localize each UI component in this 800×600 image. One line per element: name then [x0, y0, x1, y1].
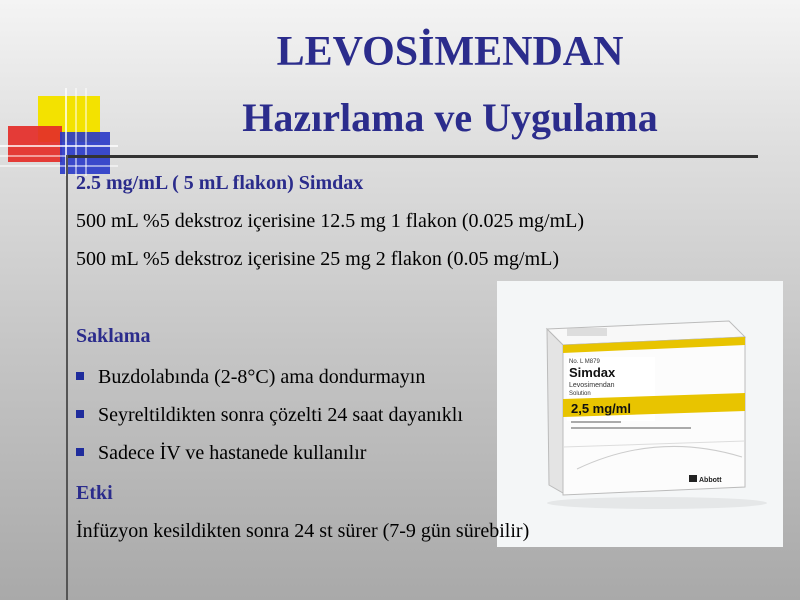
slide-title: LEVOSİMENDAN — [276, 29, 624, 75]
storage-bullet-2 — [76, 404, 463, 427]
red-square — [8, 126, 62, 162]
box-maker: Abbott — [699, 477, 722, 484]
decorative-squares — [0, 88, 120, 178]
storage-heading: Saklama — [76, 325, 151, 347]
box-strength: 2,5 mg/ml — [571, 401, 631, 416]
storage-bullet-3 — [76, 442, 366, 465]
intro-heading: 2.5 mg/mL ( 5 mL flakon) Simdax — [76, 172, 364, 194]
bullet-text: Sadece İV ve hastanede kullanılır — [98, 442, 367, 464]
bullet-text: Buzdolabında (2-8°C) ama dondurmayın — [98, 366, 426, 388]
bullet-marker — [76, 448, 84, 456]
product-photo — [497, 281, 783, 547]
box-generic: Levosimendan — [569, 382, 615, 389]
box-brand: Simdax — [569, 365, 616, 380]
effect-line: İnfüzyon kesildikten sonra 24 st sürer (7-9 gün sürebilir) — [76, 520, 530, 542]
content-border — [66, 155, 68, 600]
bullet-text: Seyreltildikten sonra çözelti 24 saat dayanıklı — [98, 404, 463, 426]
simdax-box-image — [497, 281, 783, 547]
bullet-marker — [76, 372, 84, 380]
storage-bullet-1 — [76, 366, 425, 389]
slide-subtitle: Hazırlama ve Uygulama — [242, 95, 658, 140]
dilution-line-2: 500 mL %5 dekstroz içerisine 25 mg 2 flakon (0.05 mg/mL) — [76, 248, 560, 270]
box-form: Solution — [569, 391, 591, 397]
box-lot: No. L M879 — [569, 359, 600, 365]
bullet-marker — [76, 410, 84, 418]
dilution-line-1: 500 mL %5 dekstroz içerisine 12.5 mg 1 flakon (0.025 mg/mL) — [76, 210, 585, 232]
title-divider — [66, 155, 758, 158]
effect-heading: Etki — [76, 482, 113, 504]
